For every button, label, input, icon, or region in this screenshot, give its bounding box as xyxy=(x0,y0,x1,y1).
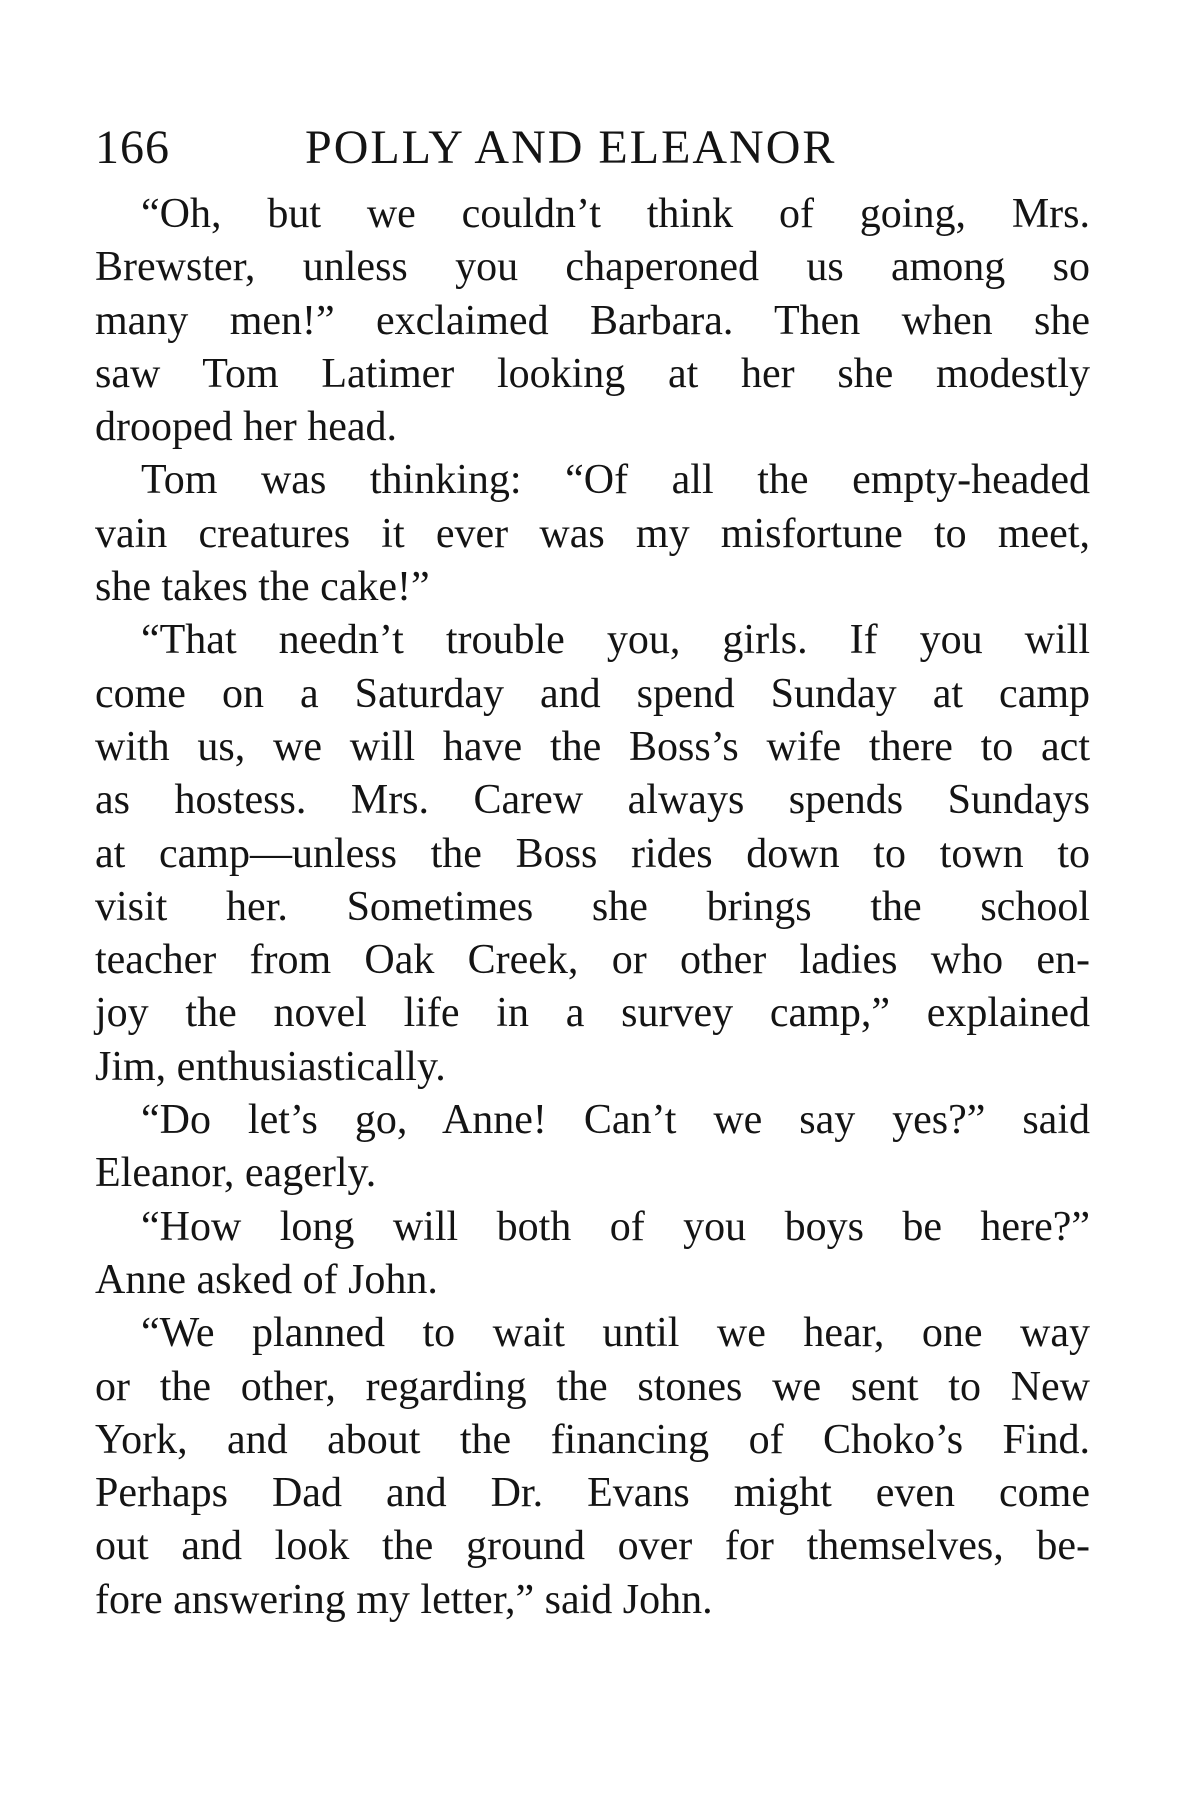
text-line: “We planned to wait until we hear, one way xyxy=(141,1310,1090,1357)
text-line: “How long will both of you boys be here?” xyxy=(141,1203,1090,1250)
page-body xyxy=(95,188,1090,1627)
paragraph-1 xyxy=(95,188,1090,454)
text-line: vain creatures it ever was my misfortune to meet, xyxy=(95,510,1090,557)
text-line: or the other, regarding the stones we sent to New xyxy=(95,1363,1090,1410)
paragraph-3 xyxy=(95,614,1090,1094)
text-line: fore answering my letter,” said John. xyxy=(95,1576,713,1623)
text-line: “That needn’t trouble you, girls. If you will xyxy=(141,617,1090,664)
text-line: at camp—unless the Boss rides down to town to xyxy=(95,830,1090,877)
paragraph-6 xyxy=(95,1307,1090,1627)
text-line: Brewster, unless you chaperoned us among so xyxy=(95,244,1090,291)
text-line: teacher from Oak Creek, or other ladies who en- xyxy=(95,937,1090,984)
text-line: Perhaps Dad and Dr. Evans might even come xyxy=(95,1470,1090,1517)
text-line: Anne asked of John. xyxy=(95,1256,438,1303)
paragraph-4 xyxy=(95,1094,1090,1201)
text-line: out and look the ground over for themselves, be- xyxy=(95,1523,1090,1570)
text-line: she takes the cake!” xyxy=(95,564,430,611)
book-page xyxy=(95,108,1090,1627)
page-number: 166 xyxy=(95,121,170,174)
text-line: Eleanor, eagerly. xyxy=(95,1150,377,1197)
text-line: visit her. Sometimes she brings the school xyxy=(95,883,1090,930)
paragraph-2 xyxy=(95,454,1090,614)
text-line: York, and about the financing of Choko’s Find. xyxy=(95,1416,1090,1463)
text-line: “Do let’s go, Anne! Can’t we say yes?” said xyxy=(141,1097,1090,1144)
text-line: drooped her head. xyxy=(95,404,398,451)
page-header xyxy=(95,108,1090,188)
text-line: “Oh, but we couldn’t think of going, Mrs. xyxy=(141,191,1090,237)
running-title: POLLY AND ELEANOR xyxy=(305,121,837,174)
paragraph-5 xyxy=(95,1201,1090,1308)
text-line: Jim, enthusiastically. xyxy=(95,1043,446,1090)
text-line: come on a Saturday and spend Sunday at camp xyxy=(95,670,1090,717)
text-line: many men!” exclaimed Barbara. Then when she xyxy=(95,297,1090,344)
text-line: saw Tom Latimer looking at her she modestly xyxy=(95,350,1090,397)
text-line: with us, we will have the Boss’s wife there to act xyxy=(95,723,1090,770)
text-line: joy the novel life in a survey camp,” explained xyxy=(95,990,1090,1037)
text-line: as hostess. Mrs. Carew always spends Sundays xyxy=(95,777,1090,824)
text-line: Tom was thinking: “Of all the empty-headed xyxy=(141,457,1090,504)
